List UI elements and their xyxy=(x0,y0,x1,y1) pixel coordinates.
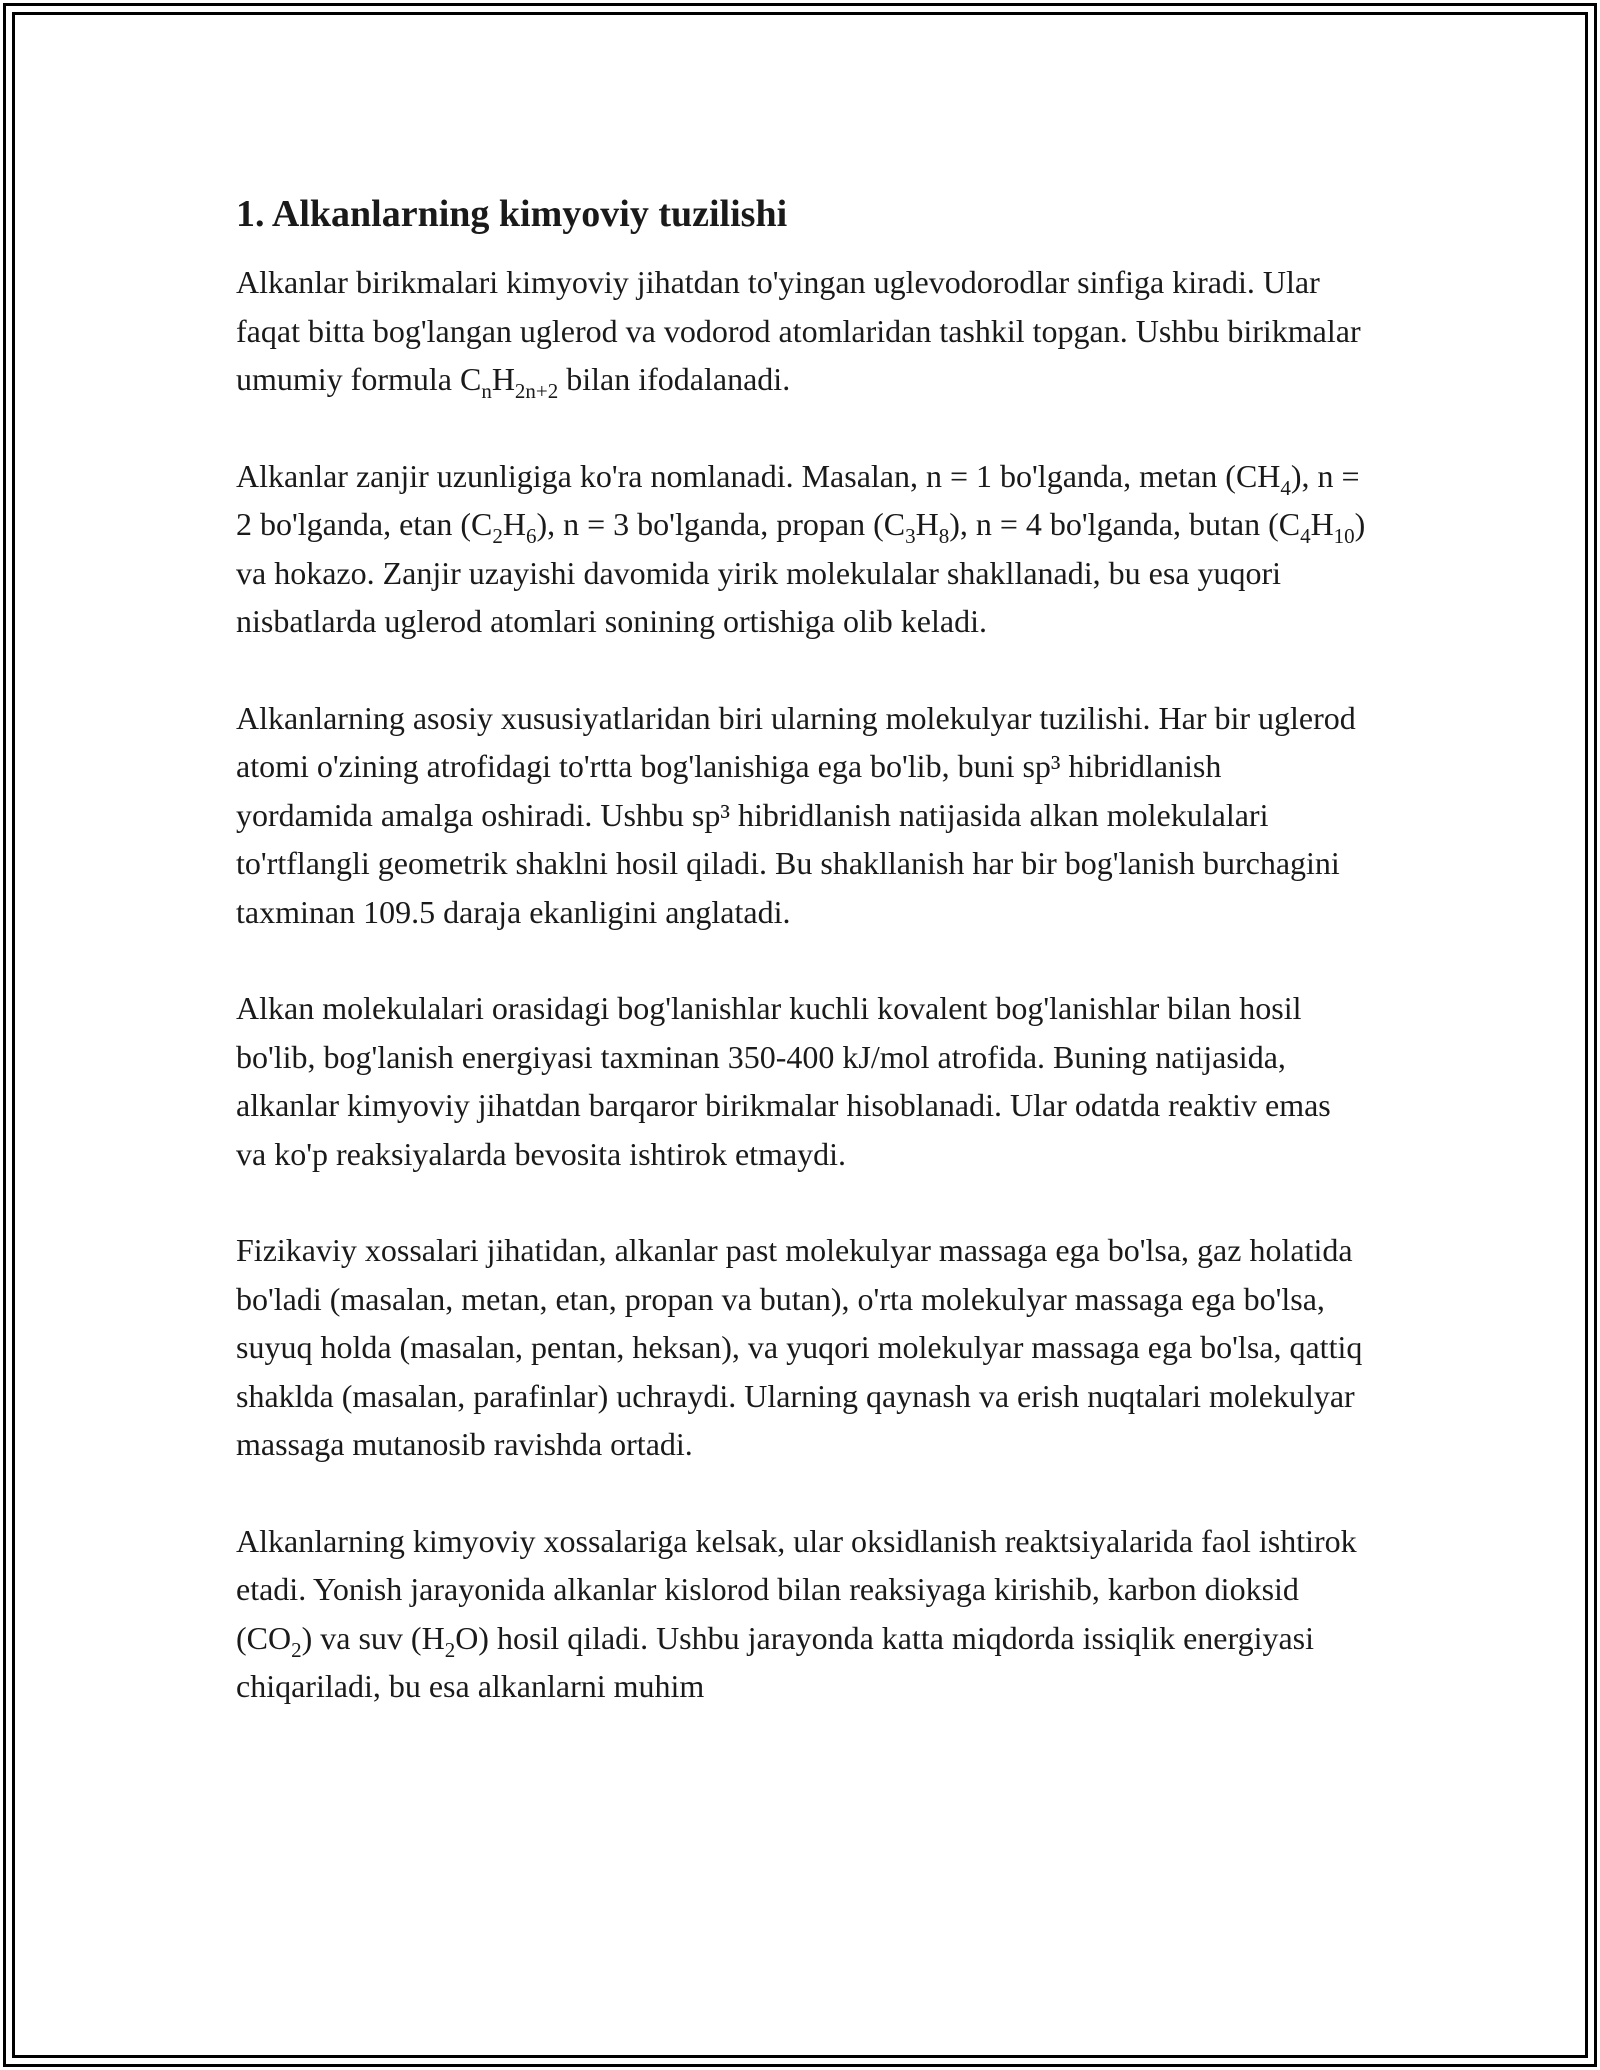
text-run: ) va suv (H xyxy=(301,1619,445,1656)
subscript: 10 xyxy=(1333,524,1355,548)
subscript: 6 xyxy=(525,524,537,548)
text-run: ), n = 4 bo'lganda, butan (C xyxy=(949,506,1301,542)
subscript: 2 xyxy=(291,1637,302,1662)
text-run: Alkanlar birikmalari kimyoviy jihatdan to'yingan uglevodorodlar sinfiga kiradi. Ular faqat bitta bog'langan uglerod va vodorod atomlaridan tashkil topgan. Ushbu birikmalar umumiy formula C xyxy=(236,264,1361,397)
text-run: O) hosil qiladi. Ushbu jarayonda katta miqdorda issiqlik energiyasi chiqariladi, bu esa alkanlarni muhim xyxy=(236,1619,1314,1704)
subscript: 3 xyxy=(905,524,916,548)
subscript: 4 xyxy=(1300,524,1311,548)
document-body xyxy=(236,186,1366,1759)
text-run: H xyxy=(502,506,526,542)
subscript: 2 xyxy=(444,1637,456,1662)
subscript: 8 xyxy=(938,524,950,548)
text-run: ) va hokazo. Zanjir uzayishi davomida yirik molekulalar shakllanadi, bu esa yuqori nisbatlarda uglerod atomlari sonining ortishiga olib keladi. xyxy=(236,506,1366,639)
paragraph-chemical-properties xyxy=(236,1517,1366,1711)
paragraph-general-formula xyxy=(236,258,1366,404)
text-run: H xyxy=(915,506,939,542)
text-run: H xyxy=(491,361,515,397)
subscript: 2 xyxy=(492,524,503,548)
subscript: 4 xyxy=(1280,475,1291,500)
text-run: Alkanlar zanjir uzunligiga ko'ra nomlanadi. Masalan, n = 1 bo'lganda, metan (CH xyxy=(236,457,1281,494)
paragraph-physical-properties: Fizikaviy xossalari jihatidan, alkanlar past molekulyar massaga ega bo'lsa, gaz holatida bo'ladi (masalan, metan, etan, propan va butan), o'rta molekulyar massaga ega bo'lsa, suyuq holda (masalan, pentan, heksan), va yuqori molekulyar massaga ega bo'lsa, qattiq shaklda (masalan, parafinlar) uchraydi. Ularning qaynash va erish nuqtalari molekulyar massaga mutanosib ravishda ortadi. xyxy=(236,1232,1363,1462)
subscript: 2n+2 xyxy=(514,379,559,403)
text-run: ), n = 3 bo'lganda, propan (C xyxy=(536,506,906,542)
subscript: n xyxy=(481,379,492,403)
text-run: bilan ifodalanadi. xyxy=(558,361,791,397)
paragraph-molecular-structure: Alkanlarning asosiy xususiyatlaridan biri ularning molekulyar tuzilishi. Har bir uglerod atomi o'zining atrofidagi to'rtta bog'lanishiga ega bo'lib, buni sp³ hibridlanish yordamida amalga oshiradi. Ushbu sp³ hibridlanish natijasida alkan molekulalari to'rtflangli geometrik shaklni hosil qiladi. Bu shakllanish har bir bog'lanish burchagini taxminan 109.5 daraja ekanligini anglatadi. xyxy=(236,699,1356,930)
paragraph-naming xyxy=(236,452,1366,646)
section-heading: 1. Alkanlarning kimyoviy tuzilishi xyxy=(236,193,788,235)
text-run: H xyxy=(1310,506,1334,542)
text-run: ), n = 2 bo'lganda, etan (C xyxy=(236,457,1360,542)
text-run: Alkanlarning kimyoviy xossalariga kelsak, ular oksidlanish reaktsiyalarida faol ishtirok etadi. Yonish jarayonida alkanlar kislorod bilan reaksiyaga kirishib, karbon dioksid (CO xyxy=(236,1522,1357,1656)
paragraph-bond-energy: Alkan molekulalari orasidagi bog'lanishlar kuchli kovalent bog'lanishlar bilan hosil bo'lib, bog'lanish energiyasi taxminan 350-400 kJ/mol atrofida. Buning natijasida, alkanlar kimyoviy jihatdan barqaror birikmalar hisoblanadi. Ular odatda reaktiv emas va ko'p reaksiyalarda bevosita ishtirok etmaydi. xyxy=(236,990,1331,1172)
